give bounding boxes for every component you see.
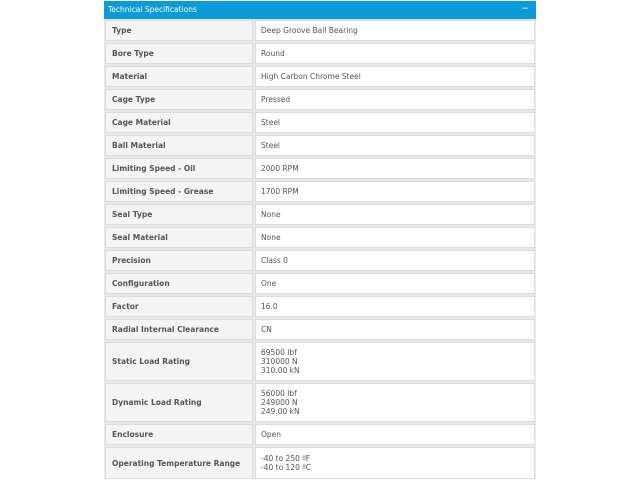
spec-value-ball-material: [255, 135, 535, 156]
spec-label-type: Type: [105, 20, 253, 41]
spec-label-factor: Factor: [105, 296, 253, 317]
spec-label-operating-temperature-range: Operating Temperature Range: [105, 447, 253, 479]
spec-row: [105, 273, 535, 294]
spec-value-enclosure: [255, 424, 535, 445]
spec-value-line: 249.00 kN: [261, 407, 300, 416]
spec-row: [105, 447, 535, 479]
spec-table: [104, 19, 536, 479]
spec-value-line: 56000 lbf: [261, 389, 297, 398]
spec-value-operating-temperature-range: [255, 447, 535, 479]
spec-label-ball-material: Ball Material: [105, 135, 253, 156]
spec-value-line: Round: [261, 49, 285, 58]
spec-value-line: Steel: [261, 118, 281, 127]
spec-value-line: -40 to 250 ºF: [261, 454, 311, 463]
spec-label-cage-material: Cage Material: [105, 112, 253, 133]
spec-row: [105, 250, 535, 271]
spec-value-seal-type: [255, 204, 535, 225]
spec-row: [105, 43, 535, 64]
spec-row: [105, 204, 535, 225]
spec-row: [105, 66, 535, 87]
spec-value-type: [255, 20, 535, 41]
spec-value-line: None: [261, 210, 281, 219]
spec-value-dynamic-load-rating: [255, 383, 535, 422]
spec-value-bore-type: [255, 43, 535, 64]
spec-value-material: [255, 66, 535, 87]
spec-label-configuration: Configuration: [105, 273, 253, 294]
spec-value-line: 69500 lbf: [261, 348, 297, 357]
spec-row: [105, 296, 535, 317]
spec-value-static-load-rating: [255, 342, 535, 381]
spec-label-limiting-speed-grease: Limiting Speed - Grease: [105, 181, 253, 202]
collapse-icon[interactable]: −: [521, 4, 529, 14]
spec-value-line: Open: [261, 430, 282, 439]
spec-value-cage-material: [255, 112, 535, 133]
spec-label-radial-internal-clearance: Radial Internal Clearance: [105, 319, 253, 340]
spec-value-line: -40 to 120 ºC: [261, 463, 312, 472]
spec-value-line: Steel: [261, 141, 281, 150]
spec-value-seal-material: [255, 227, 535, 248]
spec-value-radial-internal-clearance: [255, 319, 535, 340]
spec-label-seal-type: Seal Type: [105, 204, 253, 225]
spec-label-cage-type: Cage Type: [105, 89, 253, 110]
panel-header[interactable]: [104, 1, 536, 19]
spec-row: [105, 20, 535, 41]
spec-row: [105, 227, 535, 248]
spec-value-line: High Carbon Chrome Steel: [261, 72, 361, 81]
spec-value-line: Class 0: [261, 256, 288, 265]
spec-value-line: 1700 RPM: [261, 187, 299, 196]
spec-value-line: None: [261, 233, 281, 242]
spec-row: [105, 342, 535, 381]
spec-value-configuration: [255, 273, 535, 294]
panel-title: Technical Specifications: [108, 5, 197, 14]
spec-value-cage-type: [255, 89, 535, 110]
spec-label-static-load-rating: Static Load Rating: [105, 342, 253, 381]
spec-label-enclosure: Enclosure: [105, 424, 253, 445]
spec-label-dynamic-load-rating: Dynamic Load Rating: [105, 383, 253, 422]
spec-value-factor: [255, 296, 535, 317]
spec-label-limiting-speed-oil: Limiting Speed - Oil: [105, 158, 253, 179]
spec-value-line: 249000 N: [261, 398, 298, 407]
spec-value-line: 310.00 kN: [261, 366, 300, 375]
spec-label-material: Material: [105, 66, 253, 87]
spec-value-limiting-speed-oil: [255, 158, 535, 179]
spec-value-line: 310000 N: [261, 357, 298, 366]
spec-value-line: One: [261, 279, 277, 288]
spec-row: [105, 112, 535, 133]
spec-value-precision: [255, 250, 535, 271]
spec-value-line: 16.0: [261, 302, 278, 311]
spec-label-seal-material: Seal Material: [105, 227, 253, 248]
technical-specifications-panel: [104, 1, 536, 480]
spec-value-limiting-speed-grease: [255, 181, 535, 202]
spec-label-precision: Precision: [105, 250, 253, 271]
spec-row: [105, 89, 535, 110]
spec-value-line: Deep Groove Ball Bearing: [261, 26, 358, 35]
spec-value-line: CN: [261, 325, 272, 334]
spec-value-line: 2000 RPM: [261, 164, 299, 173]
spec-row: [105, 135, 535, 156]
spec-value-line: Pressed: [261, 95, 291, 104]
spec-row: [105, 181, 535, 202]
spec-row: [105, 319, 535, 340]
spec-label-bore-type: Bore Type: [105, 43, 253, 64]
spec-row: [105, 424, 535, 445]
spec-row: [105, 158, 535, 179]
spec-row: [105, 383, 535, 422]
